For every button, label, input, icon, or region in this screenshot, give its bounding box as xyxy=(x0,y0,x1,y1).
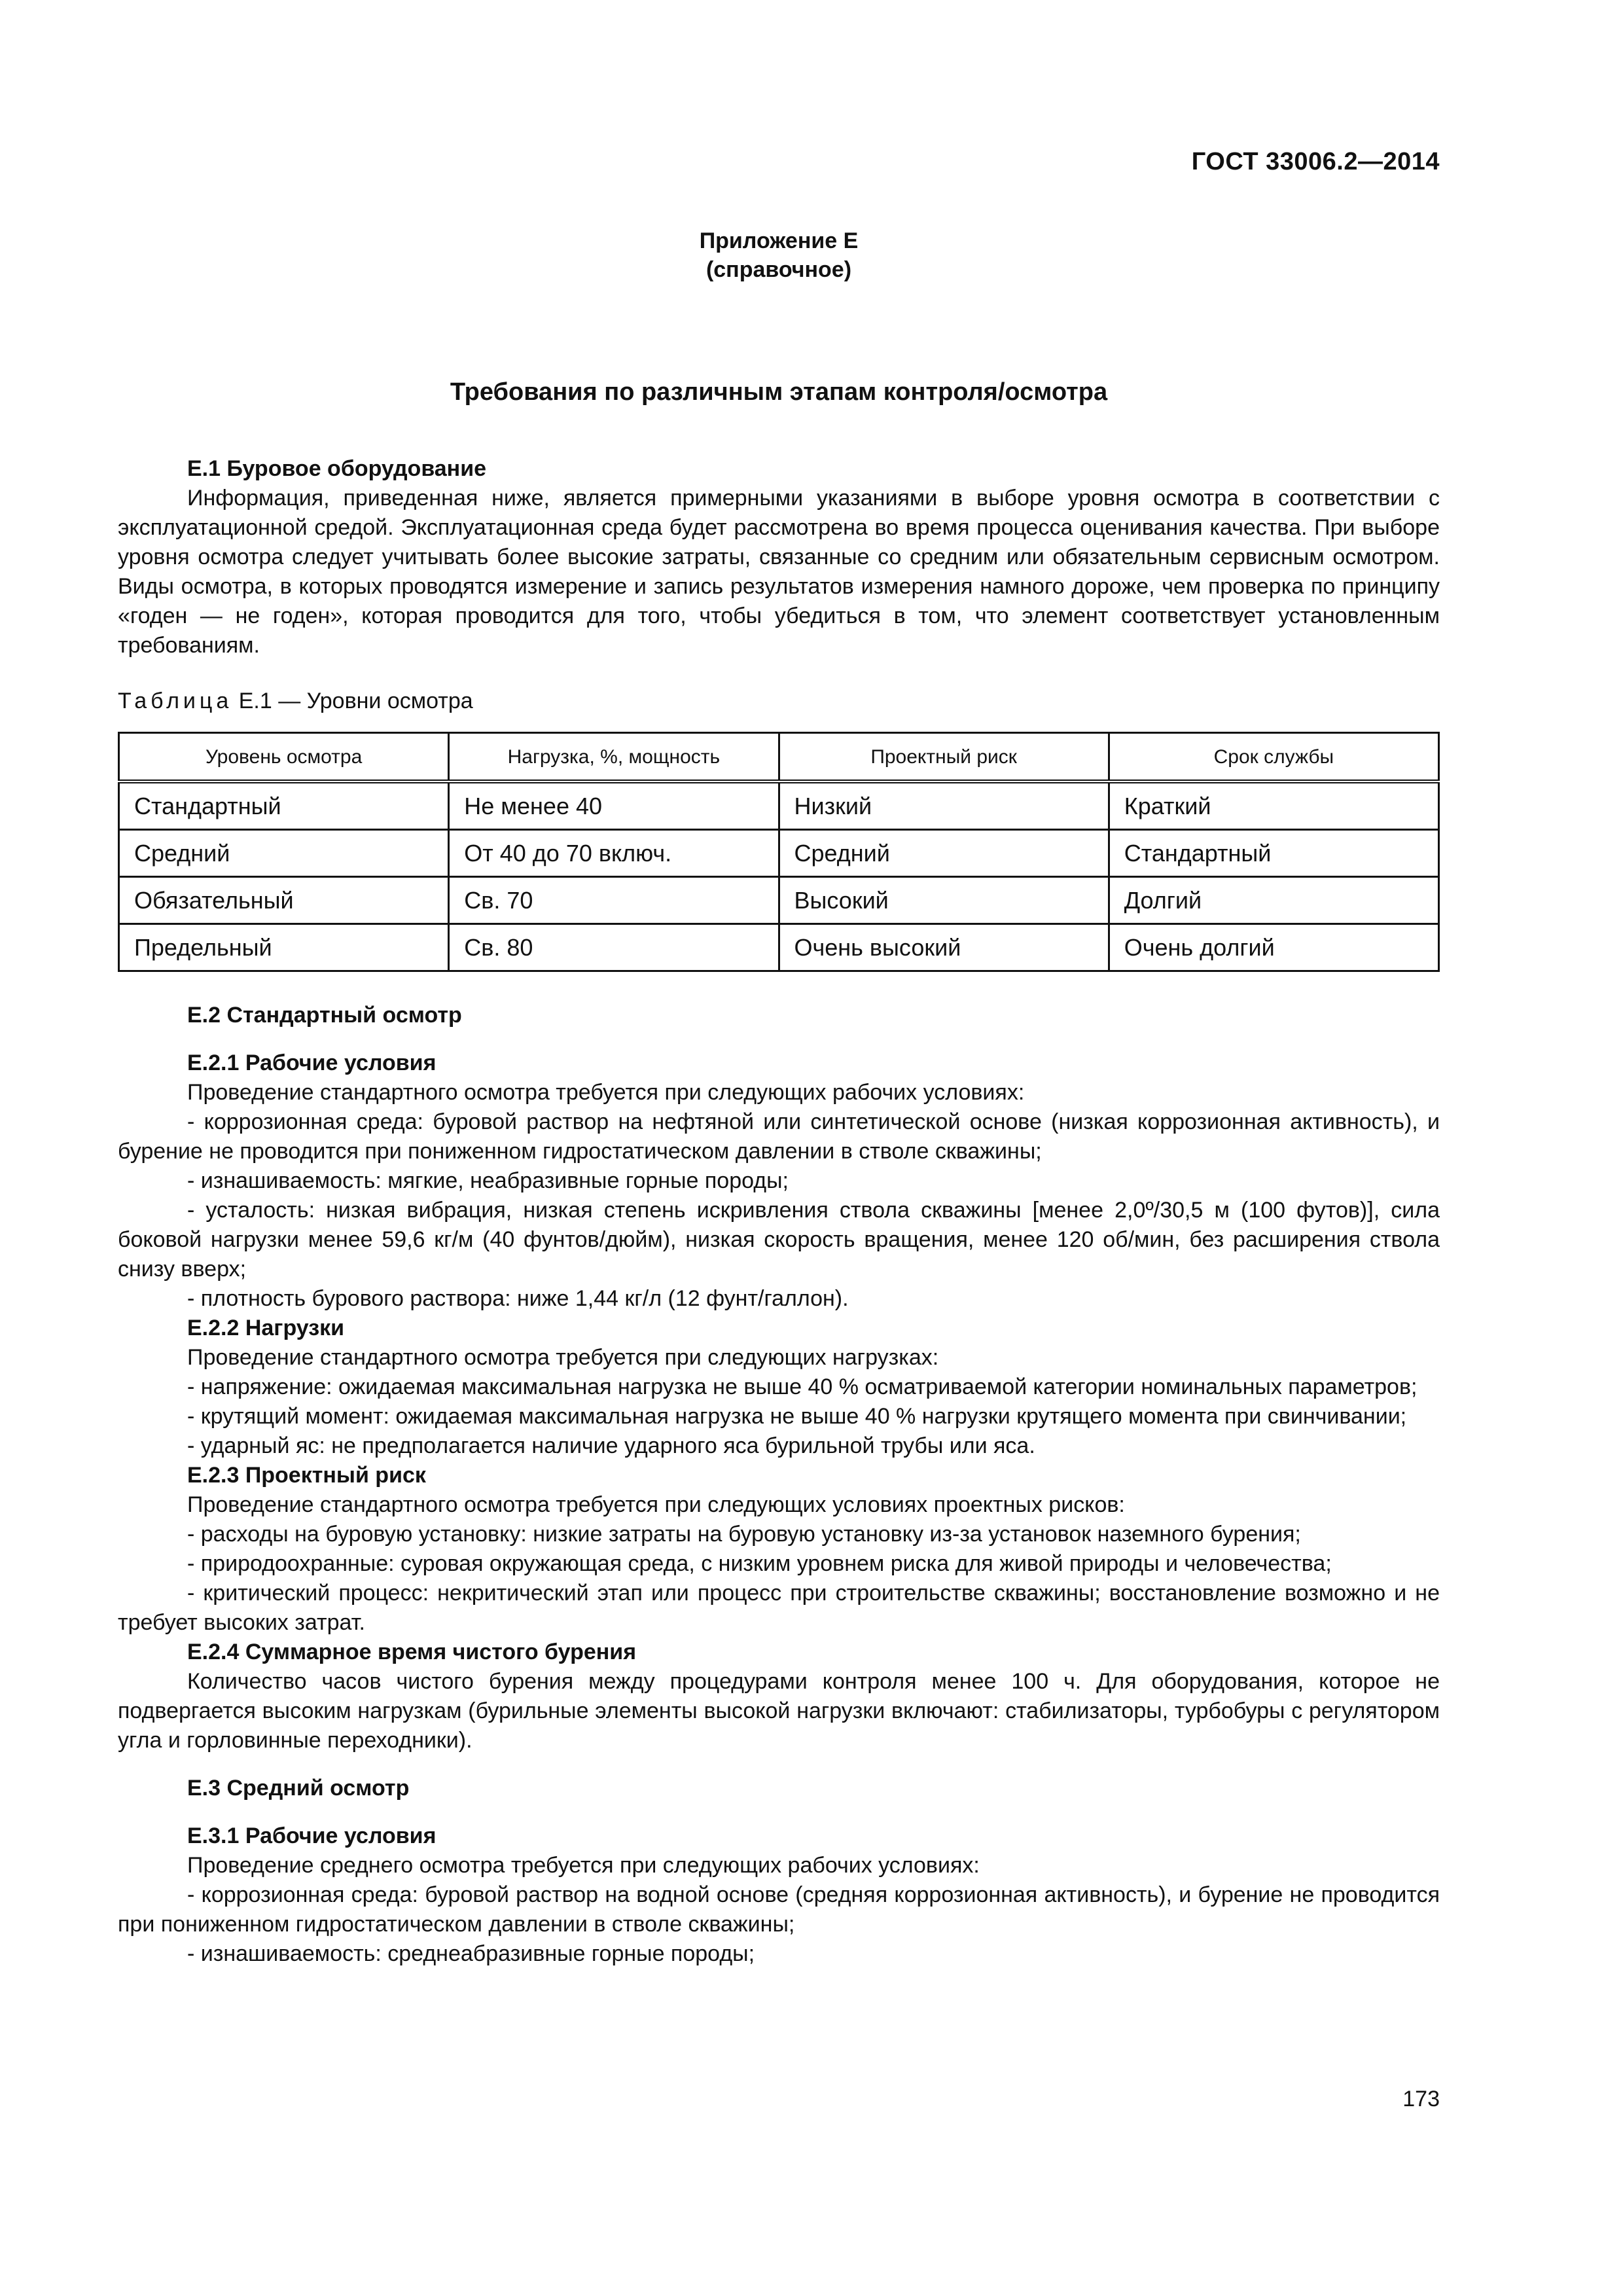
table-header-cell: Уровень осмотра xyxy=(119,733,449,782)
table-caption-word: Таблица xyxy=(118,689,233,713)
document-id: ГОСТ 33006.2—2014 xyxy=(1191,148,1440,175)
table-cell: Долгий xyxy=(1109,877,1438,924)
table-caption xyxy=(118,687,1440,716)
table-cell: Краткий xyxy=(1109,781,1438,830)
table-cell: Очень высокий xyxy=(779,924,1109,971)
section-heading-e3: Е.3 Средний осмотр xyxy=(187,1776,410,1801)
subsection-heading-e2-4: Е.2.4 Суммарное время чистого бурения xyxy=(187,1640,637,1664)
table-cell: Очень долгий xyxy=(1109,924,1438,971)
table-cell: Св. 70 xyxy=(449,877,779,924)
subsection-heading-e2-3: Е.2.3 Проектный риск xyxy=(187,1463,426,1488)
paragraph-e1: Информация, приведенная ниже, является примерными указаниями в выборе уровня осмотра в соответствии с эксплуатационной средой. Эксплуатационная среда будет рассмотрена во время процесса оценивания качества. При выборе уровня осмотра следует учитывать более высокие затраты, связанные со средним или обязательным сервисным осмотром. Виды осмотра, в которых проводятся измерение и запись результатов измерения намного дороже, чем проверка по принципу «годен — не годен», которая проводится для того, чтобы убедиться в том, что элемент соответствует установленным требованиям. xyxy=(118,486,1440,658)
list-item: - ударный яс: не предполагается наличие ударного яса бурильной трубы или яса. xyxy=(187,1433,1035,1458)
list-item: - напряжение: ожидаемая максимальная нагрузка не выше 40 % осматриваемой категории номинальных параметров; xyxy=(187,1374,1418,1399)
list-item: - крутящий момент: ожидаемая максимальная нагрузка не выше 40 % нагрузки крутящего момента при свинчивании; xyxy=(187,1404,1407,1429)
annex-title: Приложение Е xyxy=(699,228,859,253)
table-row xyxy=(119,924,1439,971)
list-item: - коррозионная среда: буровой раствор на нефтяной или синтетической основе (низкая коррозионная активность), и бурение не проводится при пониженном гидростатическом давлении в стволе скважины; xyxy=(118,1109,1440,1164)
inspection-levels-table xyxy=(118,732,1440,972)
annex-kind: (справочное) xyxy=(705,257,852,282)
table-header-cell: Проектный риск xyxy=(779,733,1109,782)
table-cell: Св. 80 xyxy=(449,924,779,971)
list-item: - изнашиваемость: мягкие, неабразивные горные породы; xyxy=(187,1168,789,1193)
subsection-heading-e2-2: Е.2.2 Нагрузки xyxy=(187,1316,345,1340)
paragraph-e2-2-intro: Проведение стандартного осмотра требуется при следующих нагрузках: xyxy=(187,1345,939,1370)
section-heading-e2: Е.2 Стандартный осмотр xyxy=(187,1003,462,1028)
list-item: - коррозионная среда: буровой раствор на водной основе (средняя коррозионная активность), и бурение не проводится при пониженном гидростатическом давлении в стволе скважины; xyxy=(118,1882,1440,1937)
subsection-heading-e3-1: Е.3.1 Рабочие условия xyxy=(187,1823,437,1848)
table-cell: Обязательный xyxy=(119,877,449,924)
annex-block xyxy=(118,226,1440,284)
list-item: - изнашиваемость: среднеабразивные горные породы; xyxy=(187,1941,755,1966)
table-cell: Низкий xyxy=(779,781,1109,830)
list-item: - усталость: низкая вибрация, низкая степень искривления ствола скважины [менее 2,0º/30,5 м (100 футов)], сила боковой нагрузки менее 59,6 кг/м (40 фунтов/дюйм), низкая скорость вращения, менее 120 об/мин, без расширения ствола снизу вверх; xyxy=(118,1198,1440,1282)
paragraph-e2-4: Количество часов чистого бурения между процедурами контроля менее 100 ч. Для оборудования, которое не подвергается высоким нагрузкам (бурильные элементы высокой нагрузки включают: стабилизаторы, турбобуры с регулятором угла и горловинные переходники). xyxy=(118,1669,1440,1753)
list-item: - природоохранные: суровая окружающая среда, с низким уровнем риска для живой природы и человечества; xyxy=(187,1551,1332,1576)
paragraph-e3-1-intro: Проведение среднего осмотра требуется при следующих рабочих условиях: xyxy=(187,1853,980,1878)
list-item: - критический процесс: некритический этап или процесс при строительстве скважины; восстановление возможно и не требует высоких затрат. xyxy=(118,1581,1440,1635)
table-cell: Средний xyxy=(119,830,449,877)
list-item: - плотность бурового раствора: ниже 1,44 кг/л (12 фунт/галлон). xyxy=(187,1286,849,1311)
table-cell: Стандартный xyxy=(119,781,449,830)
paragraph-e2-3-intro: Проведение стандартного осмотра требуется при следующих условиях проектных рисков: xyxy=(187,1492,1125,1517)
document-body xyxy=(118,454,1440,1969)
table-row xyxy=(119,781,1439,830)
list-item: - расходы на буровую установку: низкие затраты на буровую установку из-за установок наземного бурения; xyxy=(187,1522,1301,1547)
table-cell: Предельный xyxy=(119,924,449,971)
table-cell: Стандартный xyxy=(1109,830,1438,877)
table-row xyxy=(119,877,1439,924)
table-cell: Высокий xyxy=(779,877,1109,924)
paragraph-e2-1-intro: Проведение стандартного осмотра требуется при следующих рабочих условиях: xyxy=(187,1080,1025,1105)
subsection-heading-e2-1: Е.2.1 Рабочие условия xyxy=(187,1050,437,1075)
table-header-row xyxy=(119,733,1439,782)
section-heading-e1: Е.1 Буровое оборудование xyxy=(187,456,487,481)
table-header-cell: Нагрузка, %, мощность xyxy=(449,733,779,782)
table-cell: От 40 до 70 включ. xyxy=(449,830,779,877)
document-page xyxy=(118,0,1440,2296)
page-number: 173 xyxy=(1402,2087,1440,2111)
main-title: Требования по различным этапам контроля/осмотра xyxy=(450,378,1108,406)
table-row xyxy=(119,830,1439,877)
table-header-cell: Срок службы xyxy=(1109,733,1438,782)
table-cell: Не менее 40 xyxy=(449,781,779,830)
table-cell: Средний xyxy=(779,830,1109,877)
table-caption-title: Е.1 — Уровни осмотра xyxy=(232,689,473,713)
